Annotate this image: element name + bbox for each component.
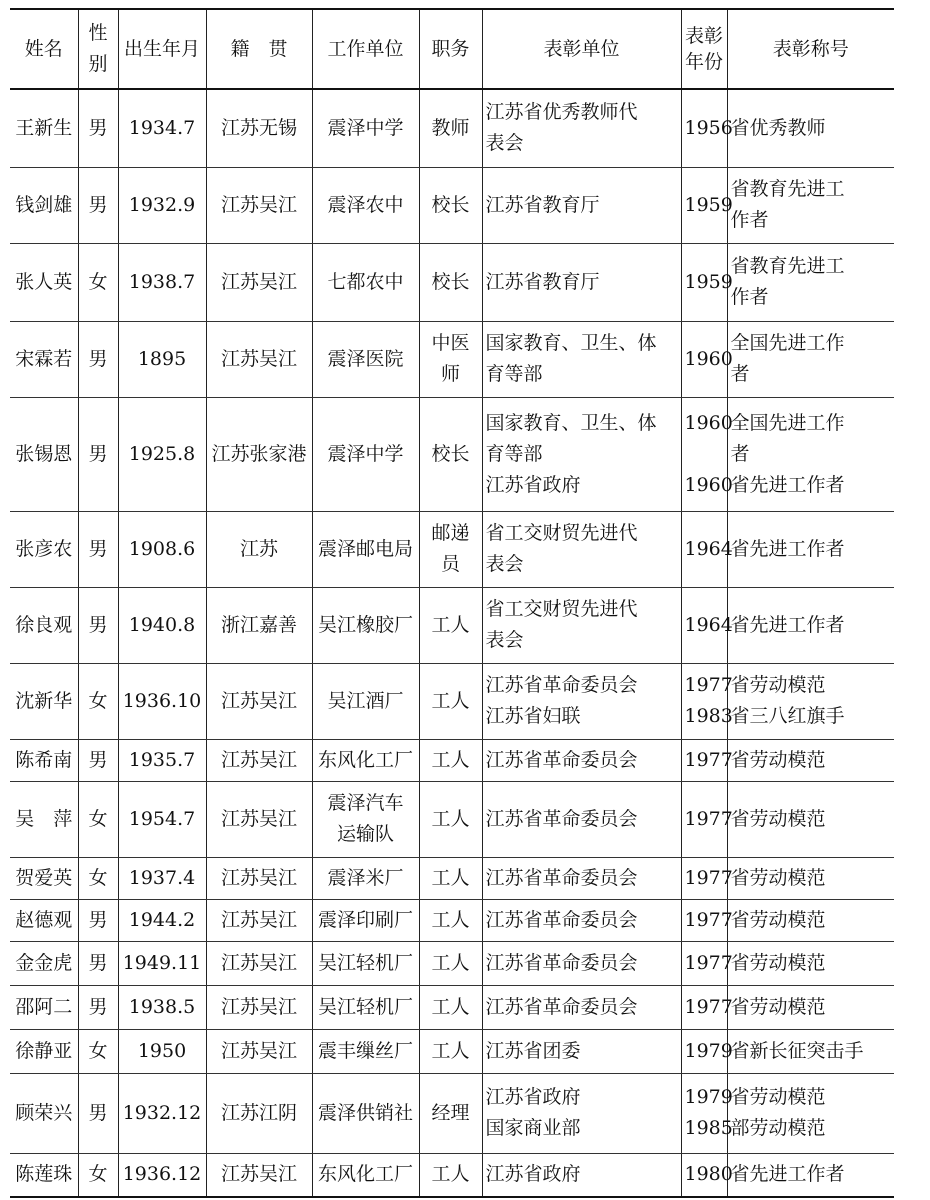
- header-name: 姓名: [10, 9, 78, 89]
- cell-position: 工人: [419, 739, 482, 781]
- table-body: [10, 89, 894, 1197]
- cell-position: 工人: [419, 781, 482, 857]
- cell-name: 徐静亚: [10, 1029, 78, 1073]
- cell-name: 吴 萍: [10, 781, 78, 857]
- cell-year: [681, 511, 733, 587]
- cell-award-unit: [482, 167, 681, 243]
- cell-position: 中医师: [419, 321, 482, 397]
- cell-unit: [312, 587, 419, 663]
- cell-gender: 男: [78, 1073, 118, 1153]
- cell-unit: [312, 89, 419, 167]
- cell-year-line: 1977: [684, 674, 733, 696]
- cell-gender: 女: [78, 857, 118, 899]
- cell-origin: 江苏吴江: [206, 1029, 312, 1073]
- cell-award-unit-line: 国家教育、卫生、体: [485, 411, 657, 434]
- cell-award-unit-line: 江苏省教育厅: [485, 270, 600, 293]
- cell-title: [727, 1029, 894, 1073]
- cell-title-line: 省劳动模范: [730, 748, 826, 771]
- cell-award-unit-line: 省工交财贸先进代: [485, 522, 638, 544]
- cell-unit-line: 吴江轻机厂: [317, 951, 413, 974]
- cell-unit: [312, 1073, 419, 1153]
- cell-name: 邵阿二: [10, 985, 78, 1029]
- cell-origin: 江苏吴江: [206, 781, 312, 857]
- cell-year: [681, 1153, 733, 1197]
- cell-year: [681, 1029, 733, 1073]
- table-row: [10, 1153, 894, 1197]
- header-title: 表彰称号: [727, 9, 894, 89]
- cell-year-line: 1977: [684, 908, 733, 931]
- cell-name: 钱剑雄: [10, 167, 78, 243]
- cell-title: [727, 321, 894, 397]
- cell-gender: 女: [78, 781, 118, 857]
- cell-year-line: [685, 439, 724, 470]
- cell-origin: 浙江嘉善: [206, 587, 312, 663]
- cell-award-unit: [482, 321, 681, 397]
- cell-unit-line: 震泽供销社: [317, 1101, 413, 1124]
- cell-name: 张锡恩: [10, 397, 78, 511]
- cell-award-unit: [482, 511, 681, 587]
- cell-award-unit-line: 江苏省团委: [485, 1039, 581, 1062]
- table-row: [10, 941, 894, 985]
- cell-origin: 江苏: [206, 511, 312, 587]
- cell-gender: 男: [78, 899, 118, 941]
- cell-unit-line: 震泽农中: [327, 193, 404, 216]
- cell-unit: [312, 321, 419, 397]
- cell-title: [727, 511, 894, 587]
- cell-award-unit-line: 江苏省革命委员会: [485, 674, 638, 696]
- cell-award-unit: [482, 857, 681, 899]
- cell-origin: 江苏吴江: [206, 941, 312, 985]
- cell-title-line: 作者: [730, 209, 769, 231]
- table-row: [10, 739, 894, 781]
- table-row: [10, 321, 894, 397]
- cell-award-unit: [482, 89, 681, 167]
- cell-year: [681, 663, 733, 739]
- cell-position: 经理: [419, 1073, 482, 1153]
- cell-position: 工人: [419, 587, 482, 663]
- table-row: [10, 587, 894, 663]
- cell-birth: 1936.12: [118, 1153, 206, 1197]
- cell-award-unit-line: 育等部: [485, 363, 543, 385]
- cell-award-unit-line: 表会: [485, 132, 524, 155]
- cell-year: [681, 397, 733, 511]
- cell-unit-line: 运输队: [336, 823, 394, 845]
- cell-title: [727, 941, 894, 985]
- cell-title-line: 省劳动模范: [730, 866, 826, 889]
- cell-title-line: 省劳动模范: [730, 807, 826, 830]
- cell-award-unit-line: 江苏省政府: [485, 1086, 581, 1108]
- cell-year-line: 1959: [684, 270, 733, 293]
- cell-birth: 1944.2: [118, 899, 206, 941]
- cell-year: [681, 1073, 733, 1153]
- cell-gender: 男: [78, 321, 118, 397]
- cell-title-line: 省三八红旗手: [730, 705, 845, 727]
- cell-position: 工人: [419, 985, 482, 1029]
- cell-title-line: 省先进工作者: [730, 613, 845, 636]
- cell-year-line: 1960: [684, 347, 733, 370]
- cell-unit-line: 吴江酒厂: [327, 689, 404, 712]
- cell-year: [681, 243, 733, 321]
- cell-title: [727, 663, 894, 739]
- cell-year-line: 1979: [684, 1086, 733, 1108]
- cell-title: [727, 397, 894, 511]
- cell-name: 王新生: [10, 89, 78, 167]
- cell-birth: 1949.11: [118, 941, 206, 985]
- cell-title-line: 省先进工作者: [730, 537, 845, 560]
- cell-award-unit-line: 江苏省政府: [485, 1163, 581, 1186]
- cell-year-line: 1977: [684, 807, 733, 830]
- cell-award-unit-line: 江苏省优秀教师代: [485, 101, 638, 124]
- cell-position: 工人: [419, 857, 482, 899]
- cell-year-line: 1985: [684, 1117, 733, 1139]
- cell-gender: 女: [78, 243, 118, 321]
- cell-birth: 1940.8: [118, 587, 206, 663]
- cell-unit: [312, 243, 419, 321]
- cell-unit: [312, 1153, 419, 1197]
- cell-year-line: 1977: [684, 951, 733, 974]
- cell-birth: 1934.7: [118, 89, 206, 167]
- cell-unit: [312, 663, 419, 739]
- cell-unit: [312, 781, 419, 857]
- cell-award-unit-line: 江苏省教育厅: [485, 193, 600, 216]
- cell-title: [727, 167, 894, 243]
- cell-award-unit: [482, 1073, 681, 1153]
- cell-award-unit-line: 育等部: [485, 442, 543, 465]
- cell-position: 校长: [419, 243, 482, 321]
- cell-award-unit-line: 省工交财贸先进代: [485, 598, 638, 620]
- cell-award-unit-line: 国家商业部: [485, 1117, 581, 1139]
- cell-year-line: 1980: [684, 1163, 733, 1186]
- table-row: [10, 985, 894, 1029]
- cell-name: 沈新华: [10, 663, 78, 739]
- cell-origin: 江苏吴江: [206, 1153, 312, 1197]
- cell-unit-line: 震丰缫丝厂: [317, 1039, 413, 1062]
- cell-title-line: 省先进工作者: [730, 1163, 845, 1186]
- cell-award-unit-line: 江苏省革命委员会: [485, 748, 638, 771]
- cell-year: [681, 739, 733, 781]
- cell-award-unit: [482, 985, 681, 1029]
- cell-year-line: 1964: [684, 537, 733, 560]
- cell-title: [727, 587, 894, 663]
- cell-unit-line: 东风化工厂: [317, 1163, 413, 1186]
- cell-unit-line: 七都农中: [327, 270, 404, 293]
- cell-gender: 男: [78, 739, 118, 781]
- cell-birth: 1895: [118, 321, 206, 397]
- cell-origin: 江苏张家港: [206, 397, 312, 511]
- cell-origin: 江苏吴江: [206, 167, 312, 243]
- cell-unit: [312, 899, 419, 941]
- cell-gender: 男: [78, 167, 118, 243]
- cell-title: [727, 739, 894, 781]
- cell-gender: 女: [78, 1029, 118, 1073]
- table-row: [10, 663, 894, 739]
- cell-origin: 江苏吴江: [206, 739, 312, 781]
- cell-title-line: 省先进工作者: [730, 473, 845, 496]
- cell-award-unit: [482, 739, 681, 781]
- cell-name: 徐良观: [10, 587, 78, 663]
- cell-year: [681, 89, 733, 167]
- cell-award-unit: [482, 1153, 681, 1197]
- cell-unit-line: 吴江橡胶厂: [317, 613, 413, 636]
- cell-position: 工人: [419, 1029, 482, 1073]
- cell-award-unit: [482, 899, 681, 941]
- cell-origin: 江苏吴江: [206, 321, 312, 397]
- cell-unit-line: 震泽印刷厂: [317, 908, 413, 931]
- cell-title: [727, 1073, 894, 1153]
- cell-origin: 江苏吴江: [206, 663, 312, 739]
- cell-title: [727, 899, 894, 941]
- cell-award-unit: [482, 781, 681, 857]
- cell-title-line: 者: [730, 442, 750, 465]
- cell-year: [681, 587, 733, 663]
- cell-unit-line: 震泽中学: [327, 442, 404, 465]
- cell-origin: 江苏吴江: [206, 899, 312, 941]
- cell-title-line: 省教育先进工: [730, 178, 845, 200]
- header-row: [10, 9, 894, 89]
- table-row: [10, 781, 894, 857]
- cell-name: 赵德观: [10, 899, 78, 941]
- cell-birth: 1938.5: [118, 985, 206, 1029]
- cell-unit: [312, 739, 419, 781]
- header-position: 职务: [419, 9, 482, 89]
- cell-year: [681, 321, 733, 397]
- cell-name: 贺爱英: [10, 857, 78, 899]
- cell-award-unit-line: 国家教育、卫生、体: [485, 332, 657, 354]
- cell-birth: 1938.7: [118, 243, 206, 321]
- cell-year-line: 1964: [684, 613, 733, 636]
- header-year: [681, 9, 727, 89]
- cell-year-line: 1960: [684, 473, 733, 496]
- cell-name: 陈莲珠: [10, 1153, 78, 1197]
- cell-award-unit: [482, 243, 681, 321]
- cell-name: 陈希南: [10, 739, 78, 781]
- cell-title: [727, 243, 894, 321]
- cell-gender: 男: [78, 89, 118, 167]
- cell-birth: 1925.8: [118, 397, 206, 511]
- cell-title-line: 省劳动模范: [730, 674, 826, 696]
- cell-award-unit-line: 江苏省革命委员会: [485, 995, 638, 1018]
- cell-year: [681, 941, 733, 985]
- cell-year: [681, 857, 733, 899]
- table-row: [10, 243, 894, 321]
- cell-title-line: 作者: [730, 286, 769, 308]
- cell-title: [727, 857, 894, 899]
- cell-year-line: 1959: [684, 193, 733, 216]
- cell-year-line: 1979: [684, 1039, 733, 1062]
- cell-name: 宋霖若: [10, 321, 78, 397]
- cell-award-unit-line: 江苏省政府: [485, 473, 581, 496]
- cell-award-unit: [482, 1029, 681, 1073]
- cell-year: [681, 167, 733, 243]
- cell-award-unit-line: 表会: [485, 553, 524, 575]
- cell-birth: 1937.4: [118, 857, 206, 899]
- cell-gender: 男: [78, 587, 118, 663]
- cell-year: [681, 899, 733, 941]
- cell-title-line: 全国先进工作: [730, 411, 845, 434]
- cell-year-line: 1956: [684, 116, 733, 139]
- cell-origin: 江苏无锡: [206, 89, 312, 167]
- cell-position: 工人: [419, 663, 482, 739]
- cell-birth: 1954.7: [118, 781, 206, 857]
- cell-gender: 男: [78, 511, 118, 587]
- cell-title-line: 省新长征突击手: [730, 1039, 864, 1062]
- cell-award-unit: [482, 587, 681, 663]
- header-origin: 籍 贯: [206, 9, 312, 89]
- cell-title: [727, 89, 894, 167]
- cell-title-line: 省教育先进工: [730, 255, 845, 277]
- cell-birth: 1908.6: [118, 511, 206, 587]
- header-birth: 出生年月: [118, 9, 206, 89]
- cell-year-line: 1983: [684, 705, 733, 727]
- cell-year-line: 1977: [684, 748, 733, 771]
- cell-unit-line: 震泽米厂: [327, 866, 404, 889]
- table-row: [10, 1073, 894, 1153]
- cell-award-unit-line: 江苏省革命委员会: [485, 866, 638, 889]
- cell-unit-line: 震泽汽车: [327, 792, 404, 814]
- cell-title-line: 部劳动模范: [730, 1117, 826, 1139]
- cell-position: 校长: [419, 397, 482, 511]
- cell-award-unit: [482, 941, 681, 985]
- table-row: [10, 1029, 894, 1073]
- cell-title-line: 省劳动模范: [730, 995, 826, 1018]
- cell-unit-line: 震泽邮电局: [317, 537, 413, 560]
- cell-name: 金金虎: [10, 941, 78, 985]
- cell-unit-line: 吴江轻机厂: [317, 995, 413, 1018]
- cell-award-unit-line: 江苏省革命委员会: [485, 908, 638, 931]
- cell-birth: 1936.10: [118, 663, 206, 739]
- cell-award-unit-line: 江苏省革命委员会: [485, 807, 638, 830]
- awards-table: [10, 8, 894, 1198]
- cell-origin: 江苏江阴: [206, 1073, 312, 1153]
- cell-position: 工人: [419, 899, 482, 941]
- cell-unit: [312, 1029, 419, 1073]
- cell-position: 工人: [419, 941, 482, 985]
- cell-gender: 女: [78, 1153, 118, 1197]
- cell-year-line: 1960: [684, 411, 733, 434]
- cell-unit: [312, 857, 419, 899]
- cell-name: 张彦农: [10, 511, 78, 587]
- cell-unit: [312, 167, 419, 243]
- cell-unit: [312, 941, 419, 985]
- cell-year: [681, 781, 733, 857]
- cell-year-line: 1977: [684, 866, 733, 889]
- header-unit: 工作单位: [312, 9, 419, 89]
- cell-unit: [312, 397, 419, 511]
- header-year-line1: 表彰: [684, 25, 723, 47]
- cell-birth: 1935.7: [118, 739, 206, 781]
- cell-title-line: 全国先进工作: [730, 332, 845, 354]
- cell-unit-line: 震泽中学: [327, 116, 404, 139]
- cell-award-unit-line: 江苏省妇联: [485, 705, 581, 727]
- cell-origin: 江苏吴江: [206, 985, 312, 1029]
- cell-birth: 1932.12: [118, 1073, 206, 1153]
- cell-award-unit: [482, 663, 681, 739]
- cell-title-line: 省优秀教师: [730, 116, 826, 139]
- cell-year-line: 1977: [684, 995, 733, 1018]
- cell-unit-line: 东风化工厂: [317, 748, 413, 771]
- cell-birth: 1950: [118, 1029, 206, 1073]
- table-row: [10, 89, 894, 167]
- cell-gender: 女: [78, 663, 118, 739]
- table-row: [10, 511, 894, 587]
- table-row: [10, 857, 894, 899]
- header-year-line2: 年份: [684, 51, 723, 73]
- cell-position: 邮递员: [419, 511, 482, 587]
- cell-award-unit-line: 江苏省革命委员会: [485, 951, 638, 974]
- cell-gender: 男: [78, 397, 118, 511]
- cell-title-line: 者: [730, 363, 750, 385]
- cell-gender: 男: [78, 941, 118, 985]
- cell-year: [681, 985, 733, 1029]
- cell-position: 教师: [419, 89, 482, 167]
- cell-position: 工人: [419, 1153, 482, 1197]
- cell-name: 张人英: [10, 243, 78, 321]
- cell-title: [727, 1153, 894, 1197]
- cell-origin: 江苏吴江: [206, 243, 312, 321]
- cell-gender: 男: [78, 985, 118, 1029]
- cell-award-unit-line: 表会: [485, 629, 524, 651]
- cell-award-unit: [482, 397, 681, 511]
- cell-title: [727, 781, 894, 857]
- cell-title-line: 省劳动模范: [730, 1086, 826, 1108]
- cell-position: 校长: [419, 167, 482, 243]
- table-row: [10, 167, 894, 243]
- header-award-unit: 表彰单位: [482, 9, 681, 89]
- cell-title-line: 省劳动模范: [730, 908, 826, 931]
- table-row: [10, 899, 894, 941]
- cell-origin: 江苏吴江: [206, 857, 312, 899]
- cell-title: [727, 985, 894, 1029]
- cell-birth: 1932.9: [118, 167, 206, 243]
- table-row: [10, 397, 894, 511]
- header-gender: 性别: [78, 9, 118, 89]
- cell-name: 顾荣兴: [10, 1073, 78, 1153]
- cell-title-line: 省劳动模范: [730, 951, 826, 974]
- cell-unit: [312, 985, 419, 1029]
- cell-unit-line: 震泽医院: [327, 347, 404, 370]
- cell-unit: [312, 511, 419, 587]
